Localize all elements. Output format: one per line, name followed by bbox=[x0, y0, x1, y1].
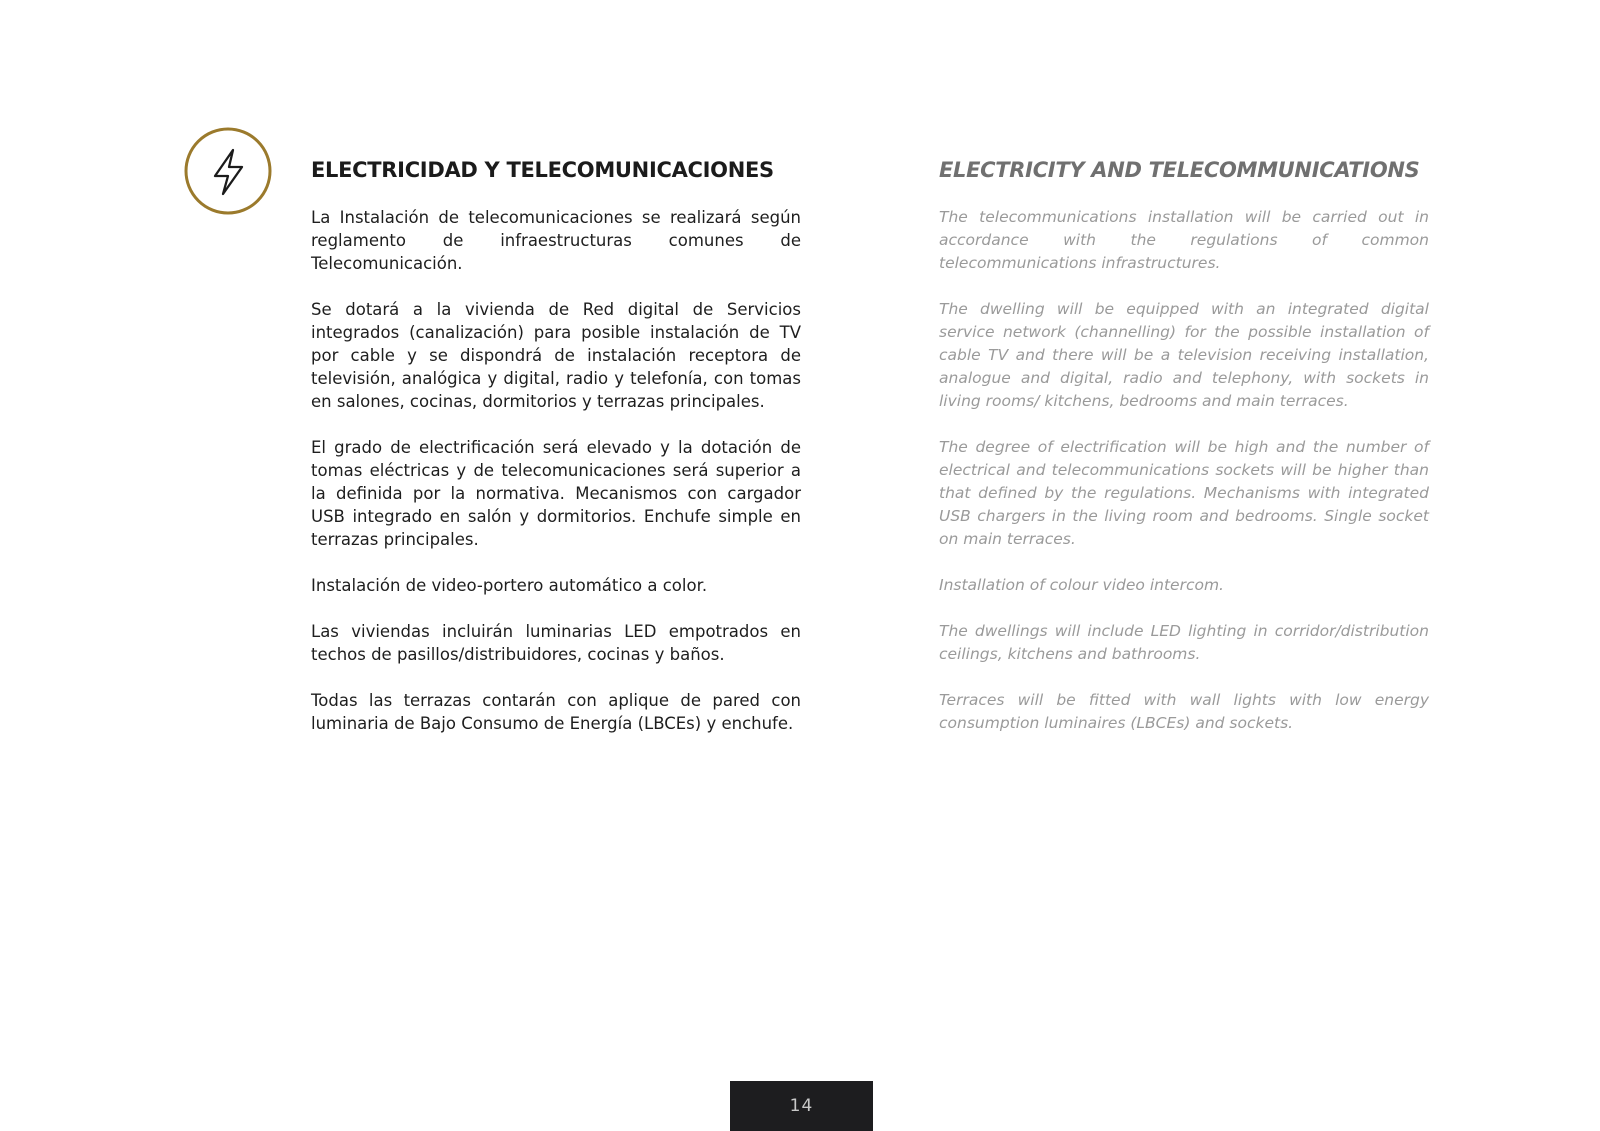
spanish-paragraph: Las viviendas incluirán luminarias LED empotrados en techos de pasillos/distribuidores, cocinas y baños. bbox=[311, 622, 801, 664]
spanish-title: ELECTRICIDAD Y TELECOMUNICACIONES bbox=[311, 158, 774, 182]
english-paragraph: The dwelling will be equipped with an integrated digital service network (channelling) for the possible installation of cable TV and there will be a television receiving installation, analogue and digital, radio and telephony, with sockets in living rooms/ kitchens, bedrooms and main terraces. bbox=[939, 300, 1429, 410]
section-icon bbox=[184, 127, 272, 215]
spanish-paragraph: Se dotará a la vivienda de Red digital de Servicios integrados (canalización) para posible instalación de TV por cable y se dispondrá de instalación receptora de televisión, analógica y digital, radio y telefonía, con tomas en salones, cocinas, dormitorios y terrazas principales. bbox=[311, 300, 801, 411]
page-number-label: 14 bbox=[789, 1096, 814, 1116]
bolt-shape bbox=[215, 150, 242, 194]
english-paragraph: Installation of colour video intercom. bbox=[939, 576, 1224, 594]
spanish-paragraph: La Instalación de telecomunicaciones se realizará según reglamento de infraestructuras comunes de Telecomunicación. bbox=[311, 208, 801, 273]
spanish-paragraph: El grado de electrificación será elevado y la dotación de tomas eléctricas y de telecomunicaciones será superior a la definida por la normativa. Mecanismos con cargador USB integrado en salón y dormitorios. Enchufe simple en terrazas principales. bbox=[311, 438, 801, 549]
page-number bbox=[730, 1081, 873, 1131]
icon-circle bbox=[186, 129, 270, 213]
english-paragraph: The telecommunications installation will be carried out in accordance with the regulations of common telecommunications infrastructures. bbox=[939, 208, 1429, 272]
lightning-bolt-icon bbox=[184, 127, 272, 215]
english-paragraph: The dwellings will include LED lighting in corridor/distribution ceilings, kitchens and bathrooms. bbox=[939, 622, 1429, 663]
english-paragraph: The degree of electrification will be high and the number of electrical and telecommunications sockets will be higher than that defined by the regulations. Mechanisms with integrated USB chargers in the living room and bedrooms. Single socket on main terraces. bbox=[939, 438, 1429, 548]
spanish-column bbox=[311, 152, 801, 758]
spanish-paragraph: Todas las terrazas contarán con aplique de pared con luminaria de Bajo Consumo de Energía (LBCEs) y enchufe. bbox=[311, 691, 801, 733]
english-title: ELECTRICITY AND TELECOMMUNICATIONS bbox=[939, 158, 1420, 182]
english-column bbox=[939, 152, 1429, 758]
english-paragraph: Terraces will be fitted with wall lights with low energy consumption luminaires (LBCEs) and sockets. bbox=[939, 691, 1429, 732]
spanish-paragraph: Instalación de video-portero automático a color. bbox=[311, 576, 708, 595]
